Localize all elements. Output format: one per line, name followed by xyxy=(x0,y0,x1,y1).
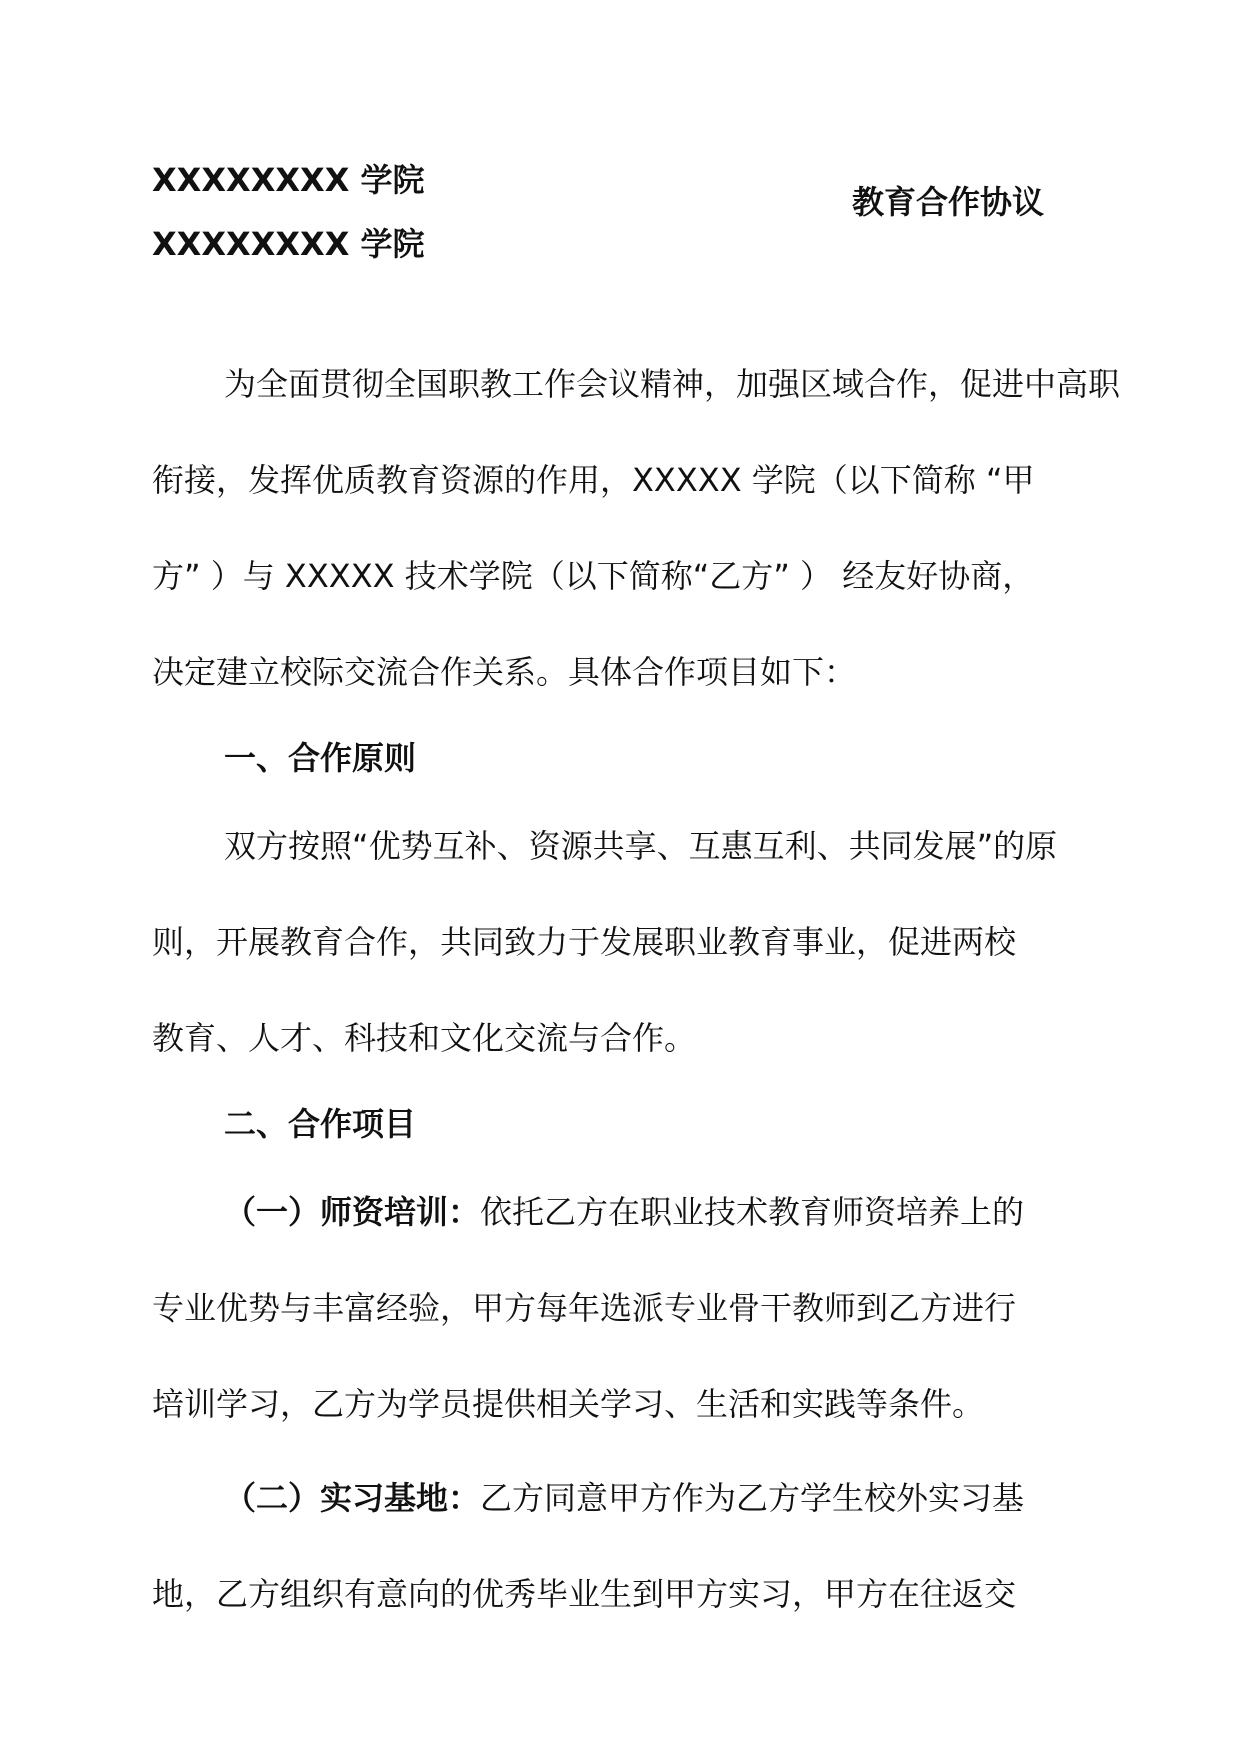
item1-line-3: 培训学习，乙方为学员提供相关学习、生活和实践等条件。 xyxy=(152,1385,985,1423)
document-title: 教育合作协议 xyxy=(852,183,1045,221)
college-name-1: XXXXXXXX 学院 xyxy=(152,161,425,199)
item1-line-2: 专业优势与丰富经验，甲方每年选派专业骨干教师到乙方进行 xyxy=(152,1289,1017,1327)
principles-line-2: 则，开展教育合作，共同致力于发展职业教育事业，促进两校 xyxy=(152,923,1017,961)
intro-line-1: 为全面贯彻全国职教工作会议精神，加强区域合作，促进中高职 xyxy=(224,365,1121,403)
item2-label: （二）实习基地： xyxy=(224,1479,481,1517)
item2-line-1 xyxy=(224,1478,1024,1518)
item1-label: （一）师资培训： xyxy=(224,1193,481,1231)
intro-line-3: 方” ）与 XXXXX 技术学院（以下简称“乙方” ） 经友好协商， xyxy=(152,557,1035,595)
college-name-2: XXXXXXXX 学院 xyxy=(152,225,425,263)
item2-text: 乙方同意甲方作为乙方学生校外实习基 xyxy=(480,1479,1025,1517)
principles-line-3: 教育、人才、科技和文化交流与合作。 xyxy=(152,1019,697,1057)
college-names xyxy=(152,148,425,276)
item2-line-2: 地，乙方组织有意向的优秀毕业生到甲方实习，甲方在往返交 xyxy=(152,1575,1017,1613)
item1-text: 依托乙方在职业技术教育师资培养上的 xyxy=(480,1193,1025,1231)
principles-line-1: 双方按照“优势互补、资源共享、互惠互利、共同发展”的原 xyxy=(224,827,1058,865)
intro-line-4: 决定建立校际交流合作关系。具体合作项目如下： xyxy=(152,653,857,691)
section-heading-projects: 二、合作项目 xyxy=(224,1105,417,1143)
item1-line-1 xyxy=(224,1192,1024,1232)
section-heading-principles: 一、合作原则 xyxy=(224,739,417,777)
intro-line-2: 衔接，发挥优质教育资源的作用，XXXXX 学院（以下简称 “甲 xyxy=(152,461,1035,499)
